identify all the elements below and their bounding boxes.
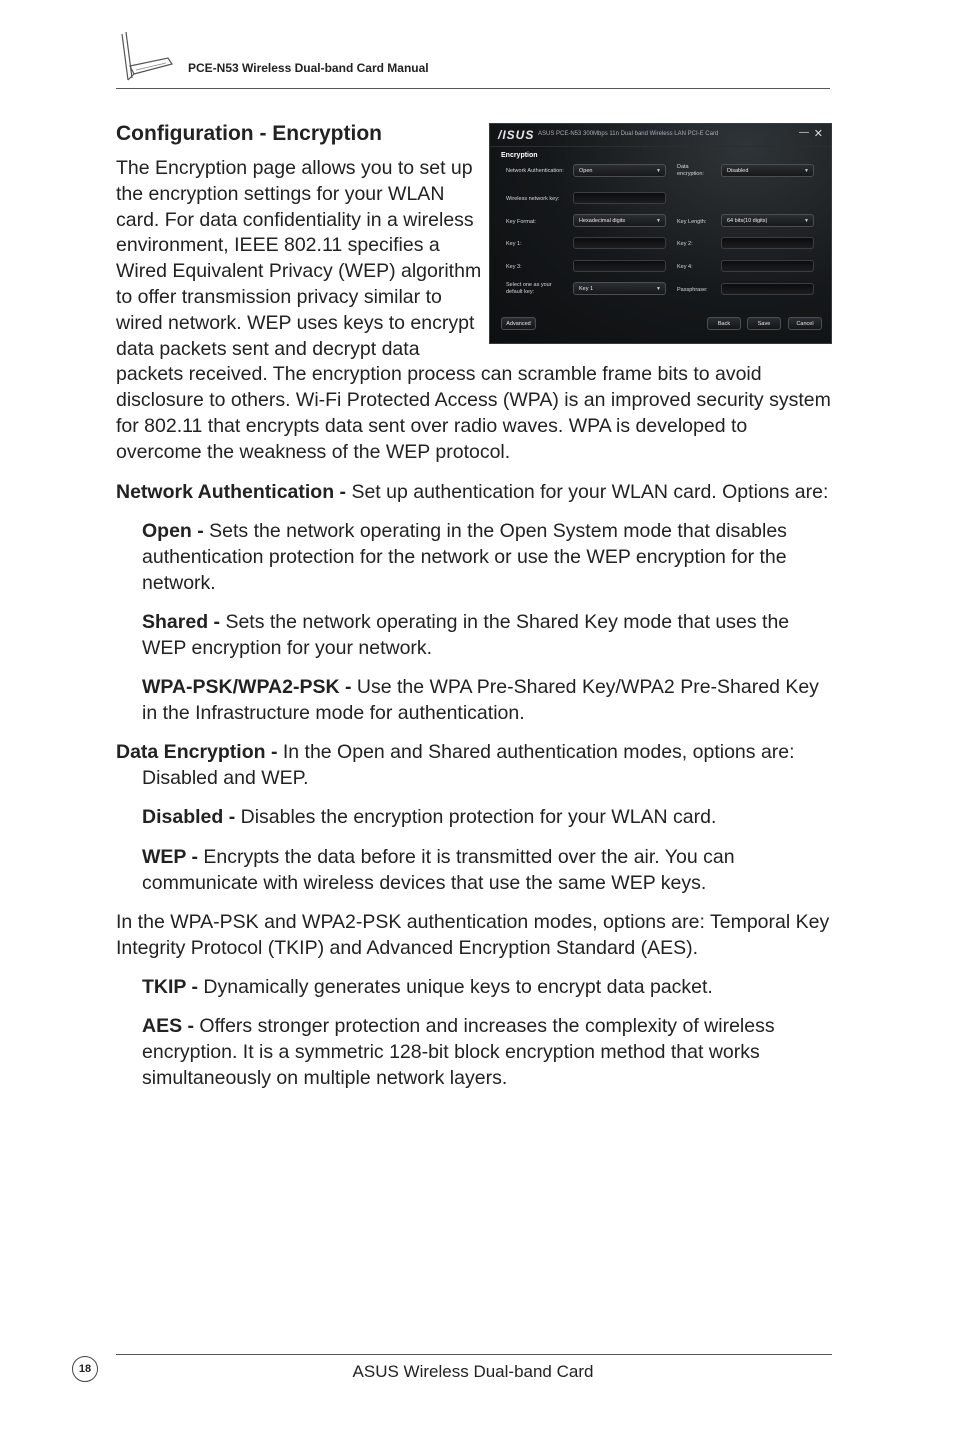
entry-wpa-modes [116, 910, 834, 962]
entry-term: Data Encryption - [116, 741, 278, 764]
data-encryption-select[interactable] [721, 164, 814, 177]
entry-text: In the Open and Shared authentication modes, options are: Disabled and WEP. [142, 741, 795, 790]
entry-data-encryption [116, 740, 834, 792]
entry-text: Encrypts the data before it is transmitted over the air. You can communicate with wireless devices that use the same WEP keys. [142, 845, 735, 894]
key2-label: Key 2: [677, 241, 693, 247]
network-auth-select[interactable] [573, 164, 666, 177]
entry-wep [142, 845, 834, 897]
chevron-down-icon: ▼ [656, 286, 661, 292]
footer-text: ASUS Wireless Dual-band Card [352, 1362, 594, 1381]
wireless-card-logo-icon [116, 30, 176, 86]
back-button[interactable]: Back [707, 317, 741, 330]
key-length-label: Key Length: [677, 219, 707, 225]
screenshot-titlebar [490, 124, 831, 147]
network-auth-value: Open [579, 168, 593, 174]
wireless-key-label: Wireless network key: [506, 196, 560, 202]
key4-label: Key 4: [677, 264, 693, 270]
page-number: 18 [72, 1356, 98, 1382]
entry-term: TKIP - [142, 975, 198, 998]
entry-tkip [142, 975, 834, 1001]
entry-wpa-psk [142, 675, 834, 727]
entry-term: WPA-PSK/WPA2-PSK - [142, 676, 352, 699]
entry-text: Dynamically generates unique keys to encrypt data packet. [197, 975, 713, 998]
description-list [116, 480, 834, 1105]
screenshot-heading: Encryption [501, 152, 538, 159]
key-length-value: 64 bits(10 digits) [727, 218, 768, 224]
data-encryption-label-line-2: encryption: [677, 171, 704, 177]
entry-disabled [142, 805, 834, 831]
intro-text: The Encryption page allows you to set up the encryption settings for your WLAN card. For data confidentiality in a wireless environment, IEEE 802.11 specifies a Wired Equivalent Privacy (WEP) algorithm to offer transmission privacy similar to wired network. WEP uses keys to encrypt data packets sent and decrypt data packets received. The encryption process can scramble frame bits to avoid disclosure to others. Wi-Fi Protected Access (WPA) is an improved security system for 802.11 that encrypts data sent over radio waves. WPA is developed to overcome the weakness of the WEP protocol. [116, 157, 831, 463]
chevron-down-icon: ▼ [804, 168, 809, 174]
data-encryption-label-line-1: Data [677, 164, 689, 170]
entry-text: In the WPA-PSK and WPA2-PSK authentication modes, options are: Temporal Key Integrity Protocol (TKIP) and Advanced Encryption Standard (AES). [116, 910, 830, 959]
key4-input[interactable] [721, 260, 814, 272]
key-length-select[interactable] [721, 214, 814, 227]
key-format-select[interactable] [573, 214, 666, 227]
default-key-select[interactable] [573, 282, 666, 295]
close-icon[interactable]: ✕ [813, 128, 823, 140]
screenshot-window-title: ASUS PCE-N53 300Mbps 11n Dual band Wireless LAN PCI-E Card [538, 131, 719, 137]
entry-text: Disables the encryption protection for your WLAN card. [235, 806, 717, 829]
entry-term: Shared - [142, 611, 221, 634]
key2-input[interactable] [721, 237, 814, 249]
entry-term: AES - [142, 1015, 195, 1038]
default-key-value: Key 1 [579, 286, 594, 292]
save-button[interactable]: Save [747, 317, 781, 330]
default-key-label-line-2: default key: [506, 289, 535, 295]
key-format-label: Key Format: [506, 219, 536, 225]
key-format-value: Hexadecimal digits [579, 218, 626, 224]
key3-label: Key 3: [506, 264, 522, 270]
advanced-button[interactable]: Advanced [501, 317, 536, 330]
network-auth-label: Network Authentication: [506, 168, 564, 174]
passphrase-input[interactable] [721, 283, 814, 295]
entry-term: Open - [142, 520, 204, 543]
encryption-screenshot [489, 123, 832, 344]
chevron-down-icon: ▼ [656, 218, 661, 224]
default-key-label [506, 282, 552, 296]
data-encryption-value: Disabled [727, 168, 749, 174]
minimize-icon[interactable]: — [799, 127, 809, 138]
default-key-label-line-1: Select one as your [506, 282, 552, 288]
section-title: Configuration - Encryption [116, 122, 382, 145]
entry-shared [142, 610, 834, 662]
data-encryption-label [677, 164, 704, 178]
entry-term: Disabled - [142, 806, 236, 829]
entry-aes [142, 1014, 834, 1091]
footer-divider [116, 1354, 832, 1355]
entry-network-authentication [116, 480, 834, 506]
entry-term: WEP - [142, 845, 198, 868]
passphrase-label: Passphrase: [677, 287, 708, 293]
entry-text: Use the WPA Pre-Shared Key/WPA2 Pre-Shared Key in the Infrastructure mode for authentication. [142, 676, 819, 725]
key1-label: Key 1: [506, 241, 522, 247]
page-header [116, 30, 830, 89]
key3-input[interactable] [573, 260, 666, 272]
key1-input[interactable] [573, 237, 666, 249]
asus-brand-logo: /ISUS [498, 128, 535, 142]
entry-text: Set up authentication for your WLAN card. Options are: [346, 481, 829, 503]
entry-text: Sets the network operating in the Open System mode that disables authentication protection for the network or use the WEP encryption for the network. [142, 520, 787, 594]
wireless-key-input[interactable] [573, 192, 666, 204]
header-title: PCE-N53 Wireless Dual-band Card Manual [188, 61, 429, 75]
cancel-button[interactable]: Cancel [788, 317, 822, 330]
entry-text: Sets the network operating in the Shared Key mode that uses the WEP encryption for your network. [142, 611, 790, 659]
chevron-down-icon: ▼ [804, 218, 809, 224]
entry-term: Network Authentication - [116, 481, 347, 503]
entry-open [142, 519, 834, 596]
chevron-down-icon: ▼ [656, 168, 661, 174]
entry-text: Offers stronger protection and increases the complexity of wireless encryption. It is a symmetric 128-bit block encryption method that works simultaneously on multiple network layers. [142, 1015, 775, 1089]
